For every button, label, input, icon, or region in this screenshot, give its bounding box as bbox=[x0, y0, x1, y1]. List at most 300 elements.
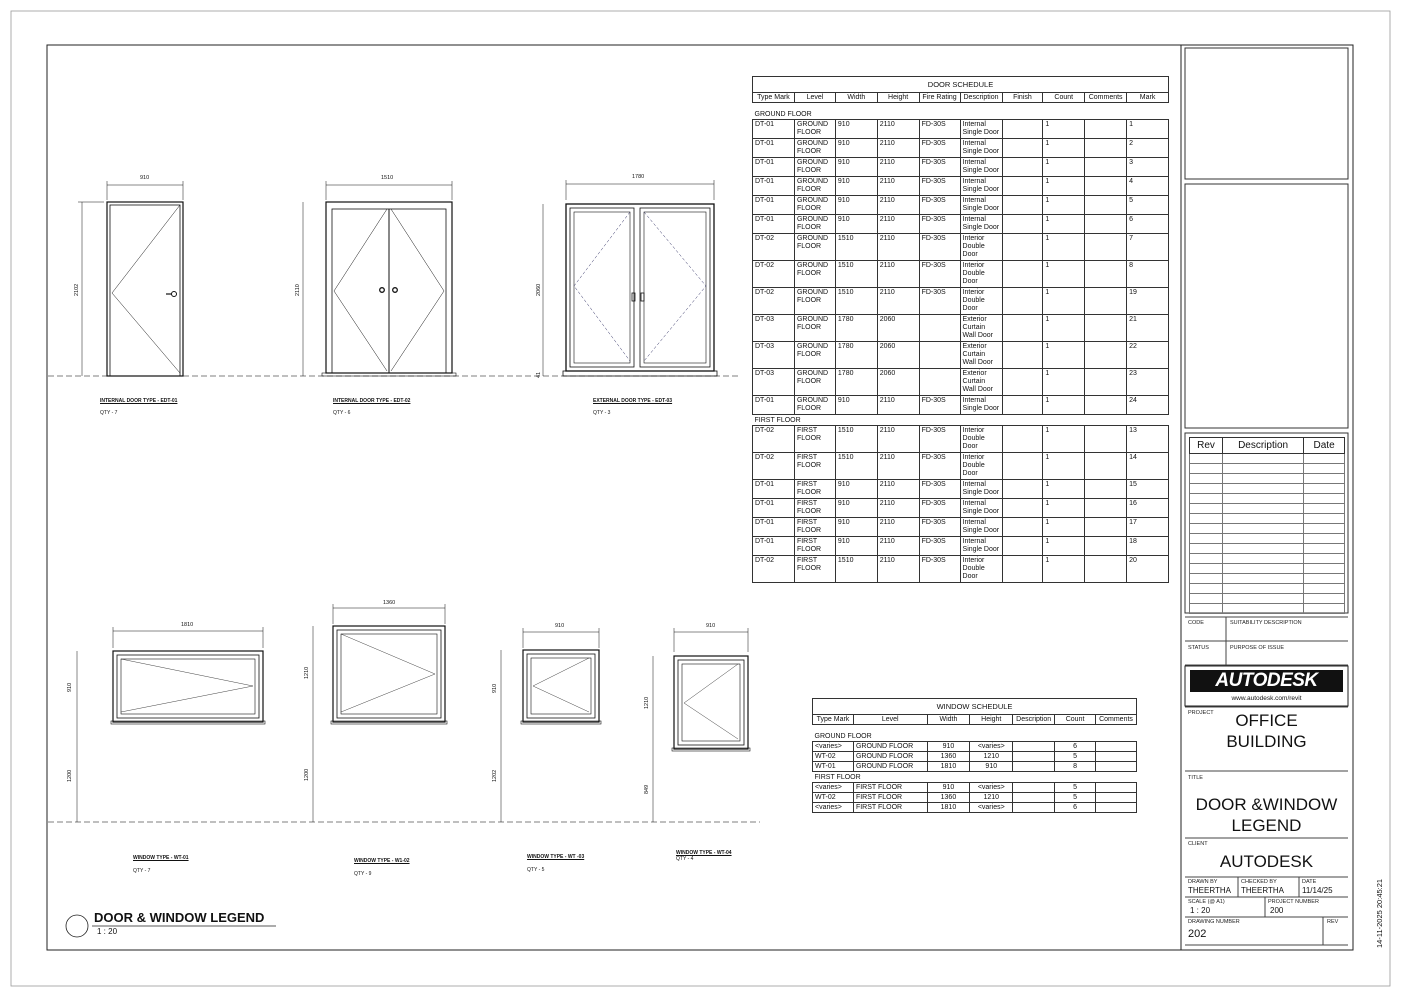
table-row bbox=[753, 499, 1169, 518]
door-cell: Interior Double Door bbox=[960, 288, 1002, 315]
rev-cell bbox=[1222, 574, 1303, 584]
window4-sill-dim: 849 bbox=[644, 784, 650, 794]
door-cell: GROUND FLOOR bbox=[794, 342, 835, 369]
door-cell bbox=[1085, 139, 1127, 158]
window-cell bbox=[1095, 752, 1136, 762]
door-cell bbox=[1002, 234, 1043, 261]
door-cell: 1 bbox=[1043, 196, 1085, 215]
door3-qty: QTY - 3 bbox=[593, 410, 611, 416]
door-cell: Exterior Curtain Wall Door bbox=[960, 369, 1002, 396]
door-col-header: Comments bbox=[1085, 93, 1127, 103]
window-cell bbox=[1013, 762, 1055, 772]
window-cell: GROUND FLOOR bbox=[853, 752, 927, 762]
door2-label: INTERNAL DOOR TYPE - EDT-02 bbox=[333, 398, 411, 404]
window3-sill-dim: 1202 bbox=[492, 769, 498, 782]
door-elevation-edt02 bbox=[303, 181, 456, 376]
rev-cell bbox=[1304, 474, 1345, 484]
window-cell bbox=[1095, 803, 1136, 813]
door-cell: DT-01 bbox=[753, 139, 795, 158]
door-cell: DT-03 bbox=[753, 342, 795, 369]
window-cell: <varies> bbox=[970, 742, 1013, 752]
door-cell bbox=[919, 315, 960, 342]
door-cell: FD-30S bbox=[919, 215, 960, 234]
door-cell bbox=[1085, 369, 1127, 396]
window1-sill-dim: 1200 bbox=[67, 769, 73, 782]
door-cell: 2110 bbox=[877, 177, 919, 196]
view-scale: 1 : 20 bbox=[97, 927, 118, 936]
window-cell: 1210 bbox=[970, 793, 1013, 803]
door-cell: 2110 bbox=[877, 261, 919, 288]
door-cell: 2110 bbox=[877, 196, 919, 215]
window-col-header: Count bbox=[1055, 715, 1096, 725]
door-cell: 1 bbox=[1043, 342, 1085, 369]
rev-cell bbox=[1304, 604, 1345, 614]
door-cell: DT-02 bbox=[753, 288, 795, 315]
rev-row bbox=[1190, 594, 1345, 604]
door-cell: FIRST FLOOR bbox=[794, 537, 835, 556]
revision-table bbox=[1189, 437, 1345, 614]
code-value: SUITABILITY DESCRIPTION bbox=[1230, 620, 1302, 626]
date-value: 11/14/25 bbox=[1302, 886, 1333, 895]
rev-cell bbox=[1190, 554, 1223, 564]
window2-qty: QTY - 9 bbox=[354, 871, 372, 877]
rev-cell bbox=[1222, 584, 1303, 594]
door-cell: 1780 bbox=[835, 315, 877, 342]
door-cell: Interior Double Door bbox=[960, 261, 1002, 288]
door-cell bbox=[1085, 480, 1127, 499]
rev-row bbox=[1190, 494, 1345, 504]
table-row bbox=[753, 342, 1169, 369]
scale-label: SCALE (@ A1) bbox=[1188, 899, 1225, 905]
door-cell bbox=[919, 342, 960, 369]
window1-height-dim: 910 bbox=[67, 682, 73, 692]
window-cell: GROUND FLOOR bbox=[853, 762, 927, 772]
door-cell: Internal Single Door bbox=[960, 139, 1002, 158]
table-row bbox=[753, 215, 1169, 234]
rev-cell bbox=[1304, 594, 1345, 604]
checked-by-label: CHECKED BY bbox=[1241, 879, 1277, 885]
door-cell: FD-30S bbox=[919, 537, 960, 556]
door-cell bbox=[1002, 480, 1043, 499]
door2-qty: QTY - 6 bbox=[333, 410, 351, 416]
window-elevation-wt03 bbox=[501, 628, 601, 822]
rev-row bbox=[1190, 514, 1345, 524]
window3-width-dim: 910 bbox=[555, 623, 565, 629]
window-cell: 910 bbox=[970, 762, 1013, 772]
door3-label: EXTERNAL DOOR TYPE - EDT-03 bbox=[593, 398, 673, 404]
table-row bbox=[753, 396, 1169, 415]
window-cell bbox=[1013, 783, 1055, 793]
window-cell: 5 bbox=[1055, 793, 1096, 803]
rev-cell bbox=[1190, 574, 1223, 584]
door-cell: Interior Double Door bbox=[960, 453, 1002, 480]
door-cell bbox=[1002, 453, 1043, 480]
door-cell: 1 bbox=[1043, 139, 1085, 158]
door1-qty: QTY - 7 bbox=[100, 410, 118, 416]
door-cell: 2110 bbox=[877, 139, 919, 158]
sheet-title-line2: LEGEND bbox=[1231, 816, 1302, 835]
door-cell bbox=[1002, 196, 1043, 215]
rev-cell bbox=[1190, 514, 1223, 524]
rev-row bbox=[1190, 484, 1345, 494]
project-number-value: 200 bbox=[1270, 906, 1284, 915]
door-cell: Internal Single Door bbox=[960, 158, 1002, 177]
code-label: CODE bbox=[1188, 620, 1204, 626]
door-cell: 1510 bbox=[835, 453, 877, 480]
door-cell: FD-30S bbox=[919, 426, 960, 453]
door-cell: FD-30S bbox=[919, 261, 960, 288]
door3-sill-dim: 41 bbox=[536, 371, 542, 378]
project-name-line2: BUILDING bbox=[1226, 732, 1307, 751]
door-cell bbox=[1085, 342, 1127, 369]
door-cell: FIRST FLOOR bbox=[794, 518, 835, 537]
door-cell: DT-01 bbox=[753, 518, 795, 537]
door-cell: DT-01 bbox=[753, 215, 795, 234]
door-cell: 1510 bbox=[835, 426, 877, 453]
rev-row bbox=[1190, 604, 1345, 614]
door-cell: DT-03 bbox=[753, 369, 795, 396]
window-cell: 1360 bbox=[927, 793, 970, 803]
window-schedule-title: WINDOW SCHEDULE bbox=[813, 699, 1137, 715]
rev-row bbox=[1190, 534, 1345, 544]
rev-cell bbox=[1222, 524, 1303, 534]
door-cell: Interior Double Door bbox=[960, 426, 1002, 453]
door-cell: DT-02 bbox=[753, 234, 795, 261]
table-row bbox=[813, 752, 1137, 762]
table-row bbox=[813, 803, 1137, 813]
tb-panel-2 bbox=[1185, 184, 1348, 428]
rev-cell bbox=[1304, 484, 1345, 494]
table-row bbox=[813, 793, 1137, 803]
door-cell bbox=[1085, 556, 1127, 583]
door-col-header: Width bbox=[835, 93, 877, 103]
door-cell: 2110 bbox=[877, 480, 919, 499]
door-cell: 910 bbox=[835, 518, 877, 537]
rev-cell bbox=[1190, 544, 1223, 554]
window-cell: <varies> bbox=[970, 803, 1013, 813]
door-cell bbox=[1002, 426, 1043, 453]
door-cell: FD-30S bbox=[919, 556, 960, 583]
door-cell bbox=[1002, 315, 1043, 342]
door-cell: 14 bbox=[1127, 453, 1169, 480]
door-cell: 1 bbox=[1127, 120, 1169, 139]
door-cell: 7 bbox=[1127, 234, 1169, 261]
door-cell: 1 bbox=[1043, 480, 1085, 499]
door-cell: FD-30S bbox=[919, 234, 960, 261]
window-cell: <varies> bbox=[970, 783, 1013, 793]
door-cell: DT-01 bbox=[753, 196, 795, 215]
door-cell: 19 bbox=[1127, 288, 1169, 315]
door-cell: Internal Single Door bbox=[960, 396, 1002, 415]
door-schedule-title: DOOR SCHEDULE bbox=[753, 77, 1169, 93]
rev-row bbox=[1190, 524, 1345, 534]
window4-height-dim: 1210 bbox=[644, 696, 650, 709]
checked-by-value: THEERTHA bbox=[1241, 886, 1284, 895]
door-cell bbox=[1085, 177, 1127, 196]
door-cell: 2 bbox=[1127, 139, 1169, 158]
window1-qty: QTY - 7 bbox=[133, 868, 151, 874]
door-cell: DT-02 bbox=[753, 453, 795, 480]
window-cell bbox=[1013, 803, 1055, 813]
door-cell: 1 bbox=[1043, 158, 1085, 177]
door-cell bbox=[1002, 369, 1043, 396]
table-row bbox=[813, 783, 1137, 793]
drawing-number-label: DRAWING NUMBER bbox=[1188, 919, 1240, 925]
door-cell: FD-30S bbox=[919, 453, 960, 480]
window3-label: WINDOW TYPE - WT -03 bbox=[527, 854, 585, 860]
rev-cell bbox=[1304, 544, 1345, 554]
project-name-line1: OFFICE bbox=[1235, 711, 1298, 730]
door-cell: 2110 bbox=[877, 120, 919, 139]
door-cell: 1 bbox=[1043, 234, 1085, 261]
window-cell: FIRST FLOOR bbox=[853, 803, 927, 813]
door-cell: DT-01 bbox=[753, 177, 795, 196]
rev-cell bbox=[1222, 554, 1303, 564]
door-cell: 1510 bbox=[835, 261, 877, 288]
door2-width-dim: 1510 bbox=[381, 175, 394, 181]
door3-width-dim: 1780 bbox=[632, 174, 645, 180]
door-cell bbox=[1085, 315, 1127, 342]
door-cell: 2110 bbox=[877, 288, 919, 315]
rev-row bbox=[1190, 474, 1345, 484]
door-elevation-edt01 bbox=[78, 181, 183, 376]
door-cell: 2110 bbox=[877, 234, 919, 261]
door-cell: 6 bbox=[1127, 215, 1169, 234]
door-cell: 2110 bbox=[877, 396, 919, 415]
door-cell: 8 bbox=[1127, 261, 1169, 288]
door-cell: 910 bbox=[835, 396, 877, 415]
door-cell: Internal Single Door bbox=[960, 196, 1002, 215]
project-label: PROJECT bbox=[1188, 710, 1214, 716]
window-cell: <varies> bbox=[813, 783, 854, 793]
door3-height-dim: 2060 bbox=[536, 283, 542, 296]
door-cell bbox=[1002, 342, 1043, 369]
tb-panel-1 bbox=[1185, 48, 1348, 179]
table-row bbox=[753, 139, 1169, 158]
sheet-title-line1: DOOR &WINDOW bbox=[1195, 795, 1338, 814]
window4-label: WINDOW TYPE - WT-04 bbox=[676, 850, 732, 856]
door-cell: 2110 bbox=[877, 453, 919, 480]
door-cell: Internal Single Door bbox=[960, 518, 1002, 537]
window-cell: WT-02 bbox=[813, 752, 854, 762]
client-label: CLIENT bbox=[1188, 841, 1208, 847]
view-title: DOOR & WINDOW LEGEND bbox=[94, 910, 265, 925]
door-cell bbox=[1085, 261, 1127, 288]
table-row bbox=[753, 556, 1169, 583]
table-row bbox=[813, 762, 1137, 772]
client-value: AUTODESK bbox=[1219, 852, 1314, 871]
window4-qty: QTY - 4 bbox=[676, 856, 694, 862]
door-cell: DT-01 bbox=[753, 158, 795, 177]
rev-cell bbox=[1190, 484, 1223, 494]
window-cell: 8 bbox=[1055, 762, 1096, 772]
door-cell: 1 bbox=[1043, 453, 1085, 480]
door-cell: Internal Single Door bbox=[960, 537, 1002, 556]
door-cell: 21 bbox=[1127, 315, 1169, 342]
rev-cell bbox=[1304, 524, 1345, 534]
door-cell: GROUND FLOOR bbox=[794, 234, 835, 261]
rev-cell bbox=[1304, 494, 1345, 504]
door-cell: DT-02 bbox=[753, 426, 795, 453]
rev-cell bbox=[1304, 554, 1345, 564]
rev-row bbox=[1190, 544, 1345, 554]
door-cell: 2060 bbox=[877, 315, 919, 342]
rev-row bbox=[1190, 504, 1345, 514]
door-cell bbox=[1085, 288, 1127, 315]
door-cell: 1 bbox=[1043, 215, 1085, 234]
door-cell: 1 bbox=[1043, 369, 1085, 396]
door-cell: 910 bbox=[835, 139, 877, 158]
window2-width-dim: 1360 bbox=[383, 600, 396, 606]
table-row bbox=[753, 196, 1169, 215]
door-cell bbox=[1085, 499, 1127, 518]
rev-cell bbox=[1190, 454, 1223, 464]
window-cell bbox=[1013, 752, 1055, 762]
window-group-heading: GROUND FLOOR bbox=[814, 733, 872, 740]
window2-label: WINDOW TYPE - W1-02 bbox=[354, 858, 410, 864]
status-label: STATUS bbox=[1188, 645, 1209, 651]
window-cell bbox=[1013, 742, 1055, 752]
window-cell bbox=[1095, 742, 1136, 752]
rev-row bbox=[1190, 554, 1345, 564]
door-cell: 1 bbox=[1043, 499, 1085, 518]
door-cell: 1780 bbox=[835, 369, 877, 396]
door-cell: GROUND FLOOR bbox=[794, 196, 835, 215]
door-cell: 5 bbox=[1127, 196, 1169, 215]
door-cell bbox=[1085, 396, 1127, 415]
door-cell: DT-02 bbox=[753, 556, 795, 583]
door-cell: FD-30S bbox=[919, 288, 960, 315]
door-cell: 2060 bbox=[877, 369, 919, 396]
door-cell: DT-01 bbox=[753, 396, 795, 415]
door-cell: 2110 bbox=[877, 215, 919, 234]
window-cell bbox=[1095, 762, 1136, 772]
door-cell: 3 bbox=[1127, 158, 1169, 177]
door-group-heading: FIRST FLOOR bbox=[754, 417, 801, 424]
door-cell: Internal Single Door bbox=[960, 480, 1002, 499]
door-cell: FD-30S bbox=[919, 120, 960, 139]
rev-cell bbox=[1190, 494, 1223, 504]
rev-cell bbox=[1222, 544, 1303, 554]
window-cell: 1360 bbox=[927, 752, 970, 762]
rev-row bbox=[1190, 574, 1345, 584]
rev-cell bbox=[1304, 464, 1345, 474]
door-cell: FD-30S bbox=[919, 396, 960, 415]
door-cell: 24 bbox=[1127, 396, 1169, 415]
window-cell: 1210 bbox=[970, 752, 1013, 762]
title-label: TITLE bbox=[1188, 775, 1203, 781]
rev-cell bbox=[1304, 514, 1345, 524]
door-cell: DT-01 bbox=[753, 537, 795, 556]
project-number-label: PROJECT NUMBER bbox=[1268, 899, 1319, 905]
door1-height-dim: 2102 bbox=[74, 283, 80, 296]
door-cell: GROUND FLOOR bbox=[794, 261, 835, 288]
door-cell: 18 bbox=[1127, 537, 1169, 556]
door-cell: GROUND FLOOR bbox=[794, 215, 835, 234]
door2-height-dim: 2110 bbox=[295, 284, 301, 296]
rev-cell bbox=[1222, 564, 1303, 574]
door-elevation-edt03 bbox=[543, 180, 717, 376]
window3-height-dim: 910 bbox=[492, 683, 498, 693]
window2-height-dim: 1210 bbox=[304, 666, 310, 679]
window-cell: <varies> bbox=[813, 742, 854, 752]
door-cell: 1 bbox=[1043, 261, 1085, 288]
rev-cell bbox=[1304, 534, 1345, 544]
door-cell: 910 bbox=[835, 537, 877, 556]
date-label: DATE bbox=[1302, 879, 1317, 885]
door-col-header: Fire Rating bbox=[919, 93, 960, 103]
door-cell: 2110 bbox=[877, 158, 919, 177]
door-cell: Internal Single Door bbox=[960, 215, 1002, 234]
door-cell: 23 bbox=[1127, 369, 1169, 396]
rev-row bbox=[1190, 464, 1345, 474]
logo-url: www.autodesk.com/revit bbox=[1231, 695, 1302, 702]
rev-cell bbox=[1222, 534, 1303, 544]
door-cell bbox=[919, 369, 960, 396]
door-cell: DT-01 bbox=[753, 480, 795, 499]
door-cell: 4 bbox=[1127, 177, 1169, 196]
door-cell bbox=[1002, 120, 1043, 139]
table-row bbox=[753, 480, 1169, 499]
door-cell: 1510 bbox=[835, 288, 877, 315]
door-cell: 1510 bbox=[835, 234, 877, 261]
rev-cell bbox=[1190, 504, 1223, 514]
door-cell: 1780 bbox=[835, 342, 877, 369]
plot-timestamp: 14-11-2025 20:45:21 bbox=[1375, 878, 1384, 948]
door-cell: 1 bbox=[1043, 556, 1085, 583]
door-cell: 1 bbox=[1043, 177, 1085, 196]
status-value: PURPOSE OF ISSUE bbox=[1230, 645, 1285, 651]
window1-label: WINDOW TYPE - WT-01 bbox=[133, 855, 189, 861]
table-row bbox=[753, 261, 1169, 288]
autodesk-logo: AUTODESK bbox=[1190, 670, 1343, 692]
door-cell: GROUND FLOOR bbox=[794, 369, 835, 396]
rev-cell bbox=[1190, 604, 1223, 614]
door-cell: DT-01 bbox=[753, 120, 795, 139]
door-cell: 1 bbox=[1043, 426, 1085, 453]
door-cell: FD-30S bbox=[919, 499, 960, 518]
rev-row bbox=[1190, 564, 1345, 574]
door-cell: DT-03 bbox=[753, 315, 795, 342]
door-cell: GROUND FLOOR bbox=[794, 158, 835, 177]
door-col-header: Level bbox=[794, 93, 835, 103]
drawn-by-label: DRAWN BY bbox=[1188, 879, 1218, 885]
door-cell bbox=[1085, 453, 1127, 480]
door-cell: GROUND FLOOR bbox=[794, 177, 835, 196]
rev-cell bbox=[1222, 494, 1303, 504]
door-cell: DT-01 bbox=[753, 499, 795, 518]
door-cell: 2060 bbox=[877, 342, 919, 369]
window-cell bbox=[1013, 793, 1055, 803]
door-col-header: Type Mark bbox=[753, 93, 795, 103]
door-cell: FD-30S bbox=[919, 480, 960, 499]
rev-cell bbox=[1222, 454, 1303, 464]
window-cell bbox=[1095, 793, 1136, 803]
door-cell: 2110 bbox=[877, 426, 919, 453]
view-title-marker bbox=[66, 915, 88, 937]
door-cell: 910 bbox=[835, 480, 877, 499]
door-cell: 1 bbox=[1043, 288, 1085, 315]
door-cell: FD-30S bbox=[919, 196, 960, 215]
drawing-number-value: 202 bbox=[1188, 928, 1207, 940]
door-cell bbox=[1085, 426, 1127, 453]
rev-row bbox=[1190, 584, 1345, 594]
door-cell bbox=[1002, 396, 1043, 415]
window-cell: 1810 bbox=[927, 803, 970, 813]
door-cell: 910 bbox=[835, 196, 877, 215]
door-cell: 2110 bbox=[877, 518, 919, 537]
rev-row bbox=[1190, 454, 1345, 464]
